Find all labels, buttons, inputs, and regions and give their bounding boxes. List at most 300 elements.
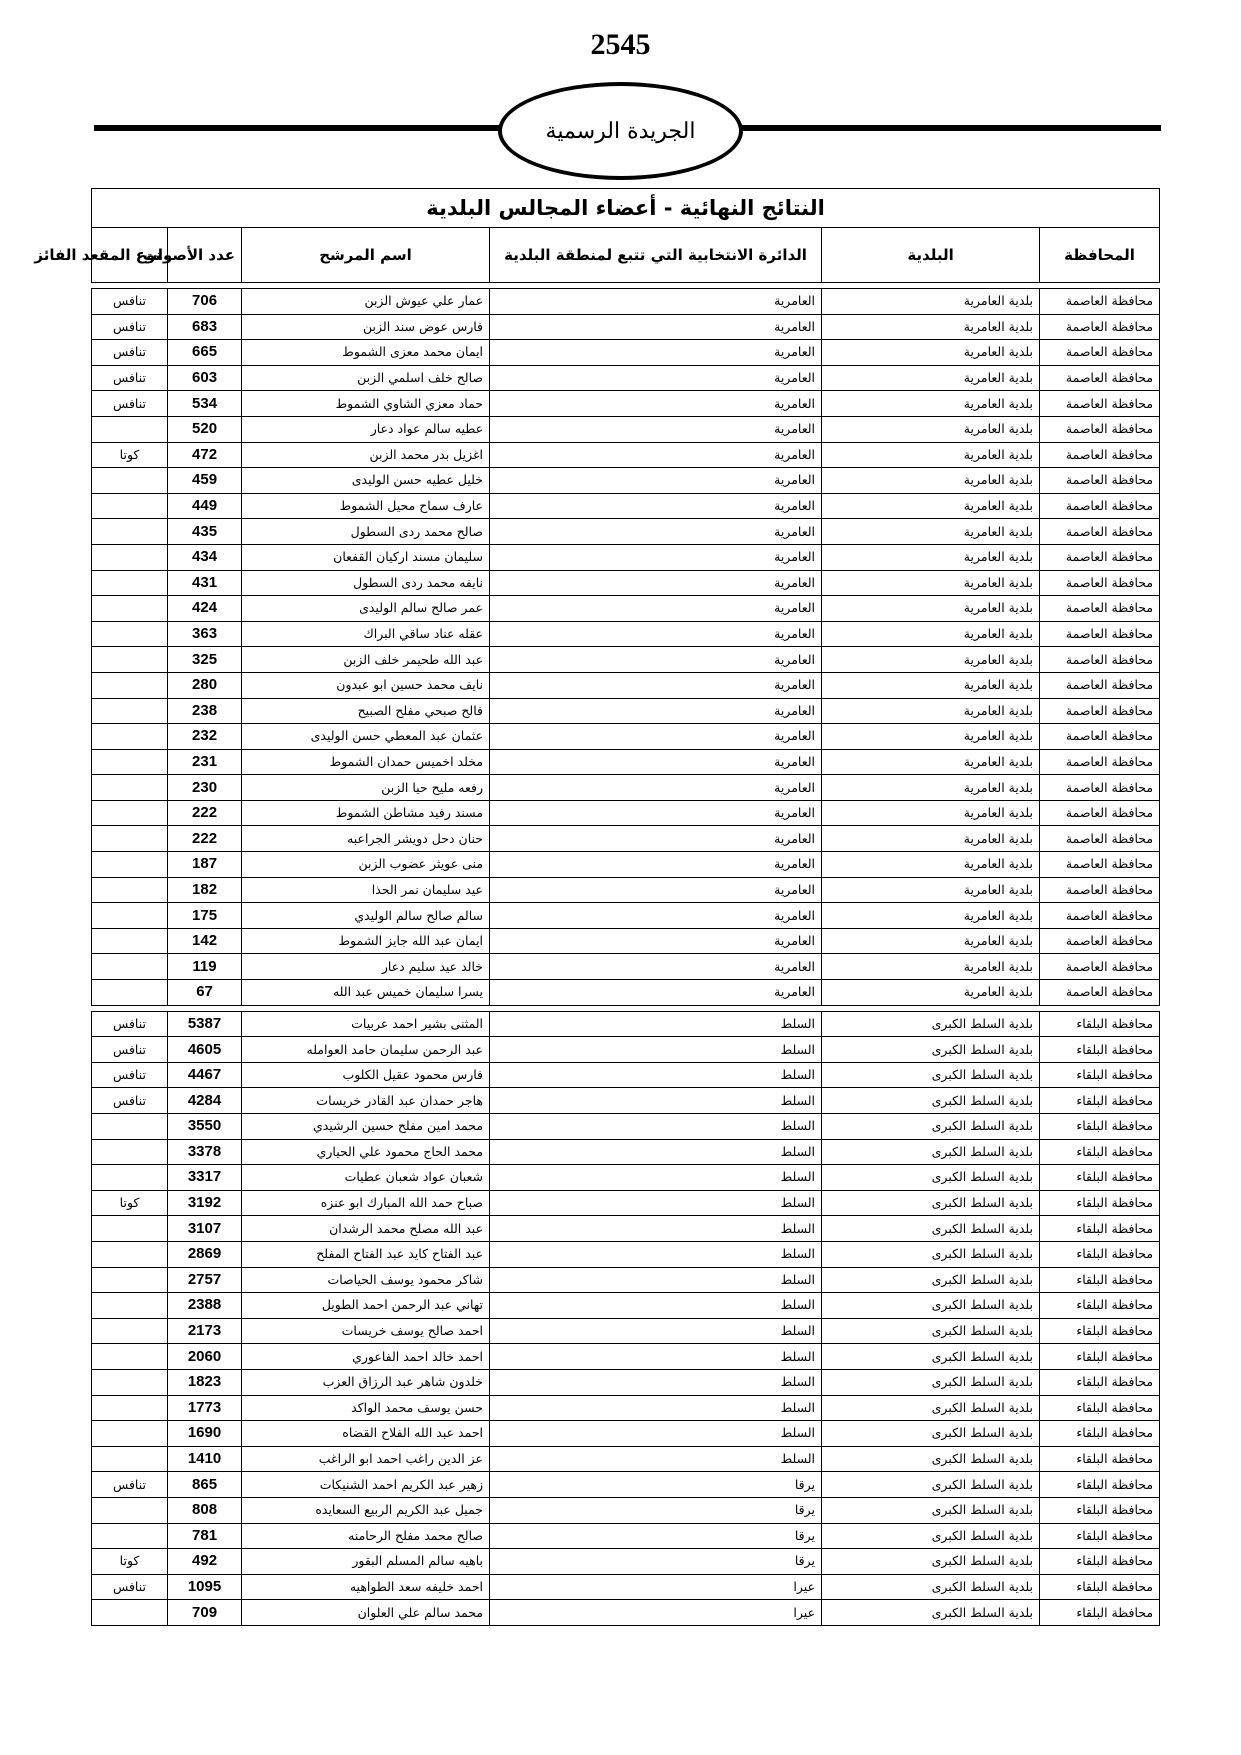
governorate-cell: محافظة البلقاء [1040, 1318, 1160, 1344]
table-row [92, 442, 1160, 468]
district-cell: العامرية [490, 647, 822, 673]
district-cell: العامرية [490, 621, 822, 647]
table-row [92, 391, 1160, 417]
votes-cell: 520 [168, 416, 242, 442]
seat-type-cell [92, 1293, 168, 1319]
district-cell: السلط [490, 1318, 822, 1344]
votes-cell: 472 [168, 442, 242, 468]
district-cell: العامرية [490, 852, 822, 878]
seat-type-cell [92, 1497, 168, 1523]
votes-cell: 709 [168, 1600, 242, 1626]
votes-cell: 4605 [168, 1037, 242, 1063]
votes-cell: 603 [168, 365, 242, 391]
municipality-cell: بلدية السلط الكبرى [822, 1165, 1040, 1191]
municipality-cell: بلدية السلط الكبرى [822, 1318, 1040, 1344]
seat-type-cell [92, 800, 168, 826]
seat-type-cell: تنافس [92, 314, 168, 340]
votes-cell: 2173 [168, 1318, 242, 1344]
governorate-cell: محافظة البلقاء [1040, 1549, 1160, 1575]
table-body [92, 283, 1160, 1626]
seat-type-cell [92, 1216, 168, 1242]
district-cell: السلط [490, 1114, 822, 1140]
seat-type-cell: تنافس [92, 1574, 168, 1600]
votes-cell: 808 [168, 1497, 242, 1523]
votes-cell: 435 [168, 519, 242, 545]
municipality-cell: بلدية العامرية [822, 289, 1040, 315]
table-row [92, 519, 1160, 545]
candidate-name-cell: عمار علي عيوش الزبن [242, 289, 490, 315]
votes-cell: 67 [168, 980, 242, 1006]
votes-cell: 2757 [168, 1267, 242, 1293]
district-cell: العامرية [490, 442, 822, 468]
candidate-name-cell: خالد عيد سليم دعار [242, 954, 490, 980]
table-row [92, 1267, 1160, 1293]
header-municipality: البلدية [822, 228, 1040, 283]
candidate-name-cell: هاجر حمدان عبد القادر خريسات [242, 1088, 490, 1114]
header-governorate: المحافظة [1040, 228, 1160, 283]
municipality-cell: بلدية العامرية [822, 775, 1040, 801]
table-row [92, 314, 1160, 340]
votes-cell: 3107 [168, 1216, 242, 1242]
municipality-cell: بلدية العامرية [822, 724, 1040, 750]
governorate-cell: محافظة العاصمة [1040, 928, 1160, 954]
table-row [92, 1421, 1160, 1447]
governorate-cell: محافظة العاصمة [1040, 289, 1160, 315]
municipality-cell: بلدية السلط الكبرى [822, 1114, 1040, 1140]
municipality-cell: بلدية العامرية [822, 954, 1040, 980]
district-cell: العامرية [490, 365, 822, 391]
table-row [92, 1241, 1160, 1267]
votes-cell: 781 [168, 1523, 242, 1549]
district-cell: السلط [490, 1369, 822, 1395]
governorate-cell: محافظة العاصمة [1040, 442, 1160, 468]
votes-cell: 1773 [168, 1395, 242, 1421]
candidate-name-cell: شاكر محمود يوسف الحياصات [242, 1267, 490, 1293]
municipality-cell: بلدية السلط الكبرى [822, 1446, 1040, 1472]
municipality-cell: بلدية العامرية [822, 442, 1040, 468]
table-row [92, 826, 1160, 852]
votes-cell: 5387 [168, 1011, 242, 1037]
votes-cell: 434 [168, 544, 242, 570]
municipality-cell: بلدية العامرية [822, 647, 1040, 673]
seat-type-cell [92, 903, 168, 929]
governorate-cell: محافظة العاصمة [1040, 365, 1160, 391]
table-row [92, 1549, 1160, 1575]
governorate-cell: محافظة العاصمة [1040, 391, 1160, 417]
table-row [92, 1344, 1160, 1370]
candidate-name-cell: حنان دحل دويشر الجراعبه [242, 826, 490, 852]
governorate-cell: محافظة البلقاء [1040, 1369, 1160, 1395]
municipality-cell: بلدية العامرية [822, 493, 1040, 519]
district-cell: السلط [490, 1190, 822, 1216]
table-row [92, 954, 1160, 980]
governorate-cell: محافظة العاصمة [1040, 493, 1160, 519]
seat-type-cell [92, 416, 168, 442]
district-cell: العامرية [490, 826, 822, 852]
district-cell: السلط [490, 1421, 822, 1447]
table-row [92, 1600, 1160, 1626]
district-cell: العامرية [490, 596, 822, 622]
candidate-name-cell: شعبان عواد شعبان عطيات [242, 1165, 490, 1191]
seat-type-cell [92, 519, 168, 545]
candidate-name-cell: اغزيل بدر محمد الزبن [242, 442, 490, 468]
candidate-name-cell: ايمان محمد معزى الشموط [242, 340, 490, 366]
seat-type-cell: تنافس [92, 289, 168, 315]
district-cell: السلط [490, 1037, 822, 1063]
seat-type-cell [92, 775, 168, 801]
district-cell: العامرية [490, 800, 822, 826]
municipality-cell: بلدية السلط الكبرى [822, 1241, 1040, 1267]
governorate-cell: محافظة العاصمة [1040, 596, 1160, 622]
seat-type-cell [92, 1139, 168, 1165]
votes-cell: 142 [168, 928, 242, 954]
seat-type-cell [92, 928, 168, 954]
municipality-cell: بلدية السلط الكبرى [822, 1369, 1040, 1395]
table-row [92, 1088, 1160, 1114]
seat-type-cell [92, 647, 168, 673]
district-cell: العامرية [490, 698, 822, 724]
seat-type-cell [92, 1344, 168, 1370]
votes-cell: 683 [168, 314, 242, 340]
district-cell: العامرية [490, 980, 822, 1006]
municipality-cell: بلدية السلط الكبرى [822, 1293, 1040, 1319]
candidate-name-cell: رفعه مليح حيا الزبن [242, 775, 490, 801]
governorate-cell: محافظة العاصمة [1040, 621, 1160, 647]
votes-cell: 231 [168, 749, 242, 775]
seat-type-cell [92, 621, 168, 647]
governorate-cell: محافظة البلقاء [1040, 1062, 1160, 1088]
table-row [92, 1139, 1160, 1165]
candidate-name-cell: سليمان مسند اركيان القفعان [242, 544, 490, 570]
votes-cell: 3378 [168, 1139, 242, 1165]
candidate-name-cell: حماد معزي الشاوي الشموط [242, 391, 490, 417]
municipality-cell: بلدية السلط الكبرى [822, 1395, 1040, 1421]
votes-cell: 1410 [168, 1446, 242, 1472]
seat-type-cell [92, 877, 168, 903]
table-row [92, 1497, 1160, 1523]
district-cell: السلط [490, 1344, 822, 1370]
district-cell: السلط [490, 1395, 822, 1421]
district-cell: العامرية [490, 416, 822, 442]
votes-cell: 1690 [168, 1421, 242, 1447]
district-cell: العامرية [490, 775, 822, 801]
votes-cell: 230 [168, 775, 242, 801]
governorate-cell: محافظة البلقاء [1040, 1600, 1160, 1626]
candidate-name-cell: صالح خلف اسلمي الزبن [242, 365, 490, 391]
votes-cell: 1095 [168, 1574, 242, 1600]
governorate-cell: محافظة البلقاء [1040, 1523, 1160, 1549]
seat-type-cell [92, 1395, 168, 1421]
table-row [92, 416, 1160, 442]
district-cell: العامرية [490, 468, 822, 494]
municipality-cell: بلدية السلط الكبرى [822, 1011, 1040, 1037]
seat-type-cell [92, 1241, 168, 1267]
district-cell: السلط [490, 1293, 822, 1319]
votes-cell: 4284 [168, 1088, 242, 1114]
governorate-cell: محافظة البلقاء [1040, 1267, 1160, 1293]
votes-cell: 325 [168, 647, 242, 673]
governorate-cell: محافظة العاصمة [1040, 519, 1160, 545]
seat-type-cell [92, 1446, 168, 1472]
municipality-cell: بلدية السلط الكبرى [822, 1600, 1040, 1626]
district-cell: العامرية [490, 877, 822, 903]
seat-type-cell: كوتا [92, 1190, 168, 1216]
table-row [92, 698, 1160, 724]
seat-type-cell [92, 826, 168, 852]
municipality-cell: بلدية العامرية [822, 852, 1040, 878]
municipality-cell: بلدية العامرية [822, 980, 1040, 1006]
municipality-cell: بلدية العامرية [822, 340, 1040, 366]
candidate-name-cell: منى عويثر عضوب الزبن [242, 852, 490, 878]
table-row [92, 493, 1160, 519]
municipality-cell: بلدية العامرية [822, 903, 1040, 929]
table-row [92, 672, 1160, 698]
table-row [92, 468, 1160, 494]
candidate-name-cell: عبد الله مصلح محمد الرشدان [242, 1216, 490, 1242]
municipality-cell: بلدية العامرية [822, 596, 1040, 622]
district-cell: عيرا [490, 1600, 822, 1626]
municipality-cell: بلدية العامرية [822, 800, 1040, 826]
table-row [92, 724, 1160, 750]
candidate-name-cell: عقله عناد ساقي البراك [242, 621, 490, 647]
municipality-cell: بلدية العامرية [822, 314, 1040, 340]
votes-cell: 706 [168, 289, 242, 315]
municipality-cell: بلدية العامرية [822, 698, 1040, 724]
table-row [92, 800, 1160, 826]
municipality-cell: بلدية السلط الكبرى [822, 1472, 1040, 1498]
municipality-cell: بلدية العامرية [822, 749, 1040, 775]
governorate-cell: محافظة البلقاء [1040, 1011, 1160, 1037]
district-cell: السلط [490, 1267, 822, 1293]
candidate-name-cell: عمر صالح سالم الوليدى [242, 596, 490, 622]
seat-type-cell: تنافس [92, 1037, 168, 1063]
table-row [92, 852, 1160, 878]
governorate-cell: محافظة العاصمة [1040, 416, 1160, 442]
governorate-cell: محافظة العاصمة [1040, 314, 1160, 340]
governorate-cell: محافظة العاصمة [1040, 877, 1160, 903]
candidate-name-cell: فارس محمود عقيل الكلوب [242, 1062, 490, 1088]
municipality-cell: بلدية السلط الكبرى [822, 1523, 1040, 1549]
governorate-cell: محافظة العاصمة [1040, 826, 1160, 852]
table-row [92, 1472, 1160, 1498]
candidate-name-cell: عطيه سالم عواد دعار [242, 416, 490, 442]
district-cell: السلط [490, 1062, 822, 1088]
seat-type-cell [92, 1318, 168, 1344]
candidate-name-cell: احمد خالد احمد الفاعوري [242, 1344, 490, 1370]
table-row [92, 365, 1160, 391]
candidate-name-cell: محمد امين مفلح حسين الرشيدي [242, 1114, 490, 1140]
candidate-name-cell: سالم صالح سالم الوليدي [242, 903, 490, 929]
votes-cell: 280 [168, 672, 242, 698]
district-cell: يرقا [490, 1497, 822, 1523]
votes-cell: 119 [168, 954, 242, 980]
header-seat-type: نوع المقعد الفائز [92, 228, 168, 283]
candidate-name-cell: تهاني عبد الرحمن احمد الطويل [242, 1293, 490, 1319]
governorate-cell: محافظة العاصمة [1040, 647, 1160, 673]
governorate-cell: محافظة العاصمة [1040, 570, 1160, 596]
votes-cell: 2388 [168, 1293, 242, 1319]
votes-cell: 1823 [168, 1369, 242, 1395]
candidate-name-cell: خليل عطيه حسن الوليدى [242, 468, 490, 494]
candidate-name-cell: عز الدين راغب احمد ابو الراغب [242, 1446, 490, 1472]
district-cell: العامرية [490, 954, 822, 980]
candidate-name-cell: مسند رفيد مشاطن الشموط [242, 800, 490, 826]
table-title: النتائج النهائية - أعضاء المجالس البلدية [92, 189, 1160, 228]
candidate-name-cell: عيد سليمان نمر الحذا [242, 877, 490, 903]
governorate-cell: محافظة العاصمة [1040, 749, 1160, 775]
votes-cell: 363 [168, 621, 242, 647]
table-row [92, 749, 1160, 775]
candidate-name-cell: نايف محمد حسين ابو عبدون [242, 672, 490, 698]
district-cell: العامرية [490, 903, 822, 929]
governorate-cell: محافظة البلقاء [1040, 1344, 1160, 1370]
candidate-name-cell: احمد صالح يوسف خريسات [242, 1318, 490, 1344]
votes-cell: 2869 [168, 1241, 242, 1267]
district-cell: العامرية [490, 519, 822, 545]
municipality-cell: بلدية السلط الكبرى [822, 1574, 1040, 1600]
municipality-cell: بلدية السلط الكبرى [822, 1216, 1040, 1242]
seat-type-cell: تنافس [92, 1062, 168, 1088]
page-number: 2545 [590, 28, 651, 61]
seat-type-cell [92, 852, 168, 878]
table-row [92, 1011, 1160, 1037]
votes-cell: 2060 [168, 1344, 242, 1370]
district-cell: السلط [490, 1446, 822, 1472]
municipality-cell: بلدية السلط الكبرى [822, 1549, 1040, 1575]
votes-cell: 449 [168, 493, 242, 519]
table-row [92, 1395, 1160, 1421]
seat-type-cell [92, 749, 168, 775]
seat-type-cell [92, 1165, 168, 1191]
header-votes: عدد الأصوات [168, 228, 242, 283]
seat-type-cell [92, 698, 168, 724]
votes-cell: 534 [168, 391, 242, 417]
votes-cell: 187 [168, 852, 242, 878]
votes-cell: 431 [168, 570, 242, 596]
governorate-cell: محافظة البلقاء [1040, 1497, 1160, 1523]
table-row [92, 1574, 1160, 1600]
governorate-cell: محافظة البلقاء [1040, 1114, 1160, 1140]
candidate-name-cell: مخلد اخميس حمدان الشموط [242, 749, 490, 775]
governorate-cell: محافظة البلقاء [1040, 1421, 1160, 1447]
governorate-cell: محافظة البلقاء [1040, 1216, 1160, 1242]
candidate-name-cell: عبد الرحمن سليمان حامد العوامله [242, 1037, 490, 1063]
table-row [92, 1369, 1160, 1395]
district-cell: السلط [490, 1216, 822, 1242]
seat-type-cell: تنافس [92, 1011, 168, 1037]
municipality-cell: بلدية السلط الكبرى [822, 1139, 1040, 1165]
municipality-cell: بلدية العامرية [822, 672, 1040, 698]
table-row [92, 1523, 1160, 1549]
district-cell: السلط [490, 1088, 822, 1114]
district-cell: العامرية [490, 289, 822, 315]
district-cell: يرقا [490, 1472, 822, 1498]
municipality-cell: بلدية العامرية [822, 416, 1040, 442]
candidate-name-cell: فالح صبحي مفلح الصبيح [242, 698, 490, 724]
seat-type-cell [92, 1114, 168, 1140]
governorate-cell: محافظة العاصمة [1040, 544, 1160, 570]
candidate-name-cell: عارف سماح محيل الشموط [242, 493, 490, 519]
votes-cell: 3192 [168, 1190, 242, 1216]
votes-cell: 3550 [168, 1114, 242, 1140]
table-row [92, 647, 1160, 673]
votes-cell: 3317 [168, 1165, 242, 1191]
seat-type-cell: كوتا [92, 442, 168, 468]
governorate-cell: محافظة العاصمة [1040, 340, 1160, 366]
governorate-cell: محافظة البلقاء [1040, 1241, 1160, 1267]
governorate-cell: محافظة البلقاء [1040, 1037, 1160, 1063]
municipality-cell: بلدية العامرية [822, 519, 1040, 545]
table-row [92, 775, 1160, 801]
seat-type-cell [92, 724, 168, 750]
table-row [92, 980, 1160, 1006]
municipality-cell: بلدية العامرية [822, 544, 1040, 570]
seat-type-cell [92, 672, 168, 698]
governorate-cell: محافظة البلقاء [1040, 1395, 1160, 1421]
seat-type-cell [92, 1369, 168, 1395]
table-row [92, 1216, 1160, 1242]
votes-cell: 865 [168, 1472, 242, 1498]
seat-type-cell [92, 980, 168, 1006]
seat-type-cell: تنافس [92, 391, 168, 417]
district-cell: يرقا [490, 1549, 822, 1575]
district-cell: العامرية [490, 391, 822, 417]
governorate-cell: محافظة البلقاء [1040, 1472, 1160, 1498]
votes-cell: 175 [168, 903, 242, 929]
district-cell: يرقا [490, 1523, 822, 1549]
votes-cell: 492 [168, 1549, 242, 1575]
district-cell: العامرية [490, 314, 822, 340]
table-row [92, 877, 1160, 903]
seat-type-cell [92, 468, 168, 494]
candidate-name-cell: باهيه سالم المسلم البقور [242, 1549, 490, 1575]
district-cell: السلط [490, 1011, 822, 1037]
governorate-cell: محافظة العاصمة [1040, 672, 1160, 698]
municipality-cell: بلدية السلط الكبرى [822, 1344, 1040, 1370]
municipality-cell: بلدية السلط الكبرى [822, 1421, 1040, 1447]
seat-type-cell [92, 1523, 168, 1549]
candidate-name-cell: محمد الحاج محمود علي الحياري [242, 1139, 490, 1165]
governorate-cell: محافظة العاصمة [1040, 852, 1160, 878]
candidate-name-cell: خلدون شاهر عبد الرزاق العزب [242, 1369, 490, 1395]
seat-type-cell [92, 493, 168, 519]
table-row [92, 621, 1160, 647]
governorate-cell: محافظة البلقاء [1040, 1190, 1160, 1216]
governorate-cell: محافظة البلقاء [1040, 1574, 1160, 1600]
table-row [92, 1114, 1160, 1140]
governorate-cell: محافظة العاصمة [1040, 800, 1160, 826]
municipality-cell: بلدية السلط الكبرى [822, 1088, 1040, 1114]
votes-cell: 238 [168, 698, 242, 724]
table-row [92, 1190, 1160, 1216]
district-cell: عيرا [490, 1574, 822, 1600]
candidate-name-cell: المثنى بشير احمد عربيات [242, 1011, 490, 1037]
table-row [92, 928, 1160, 954]
governorate-cell: محافظة البلقاء [1040, 1293, 1160, 1319]
governorate-cell: محافظة العاصمة [1040, 468, 1160, 494]
candidate-name-cell: جميل عبد الكريم الربيع السعايده [242, 1497, 490, 1523]
district-cell: العامرية [490, 570, 822, 596]
votes-cell: 222 [168, 826, 242, 852]
district-cell: العامرية [490, 340, 822, 366]
votes-cell: 424 [168, 596, 242, 622]
table-row [92, 1165, 1160, 1191]
municipality-cell: بلدية العامرية [822, 468, 1040, 494]
votes-cell: 222 [168, 800, 242, 826]
table-row [92, 289, 1160, 315]
seat-type-cell: تنافس [92, 1472, 168, 1498]
table-row [92, 1318, 1160, 1344]
